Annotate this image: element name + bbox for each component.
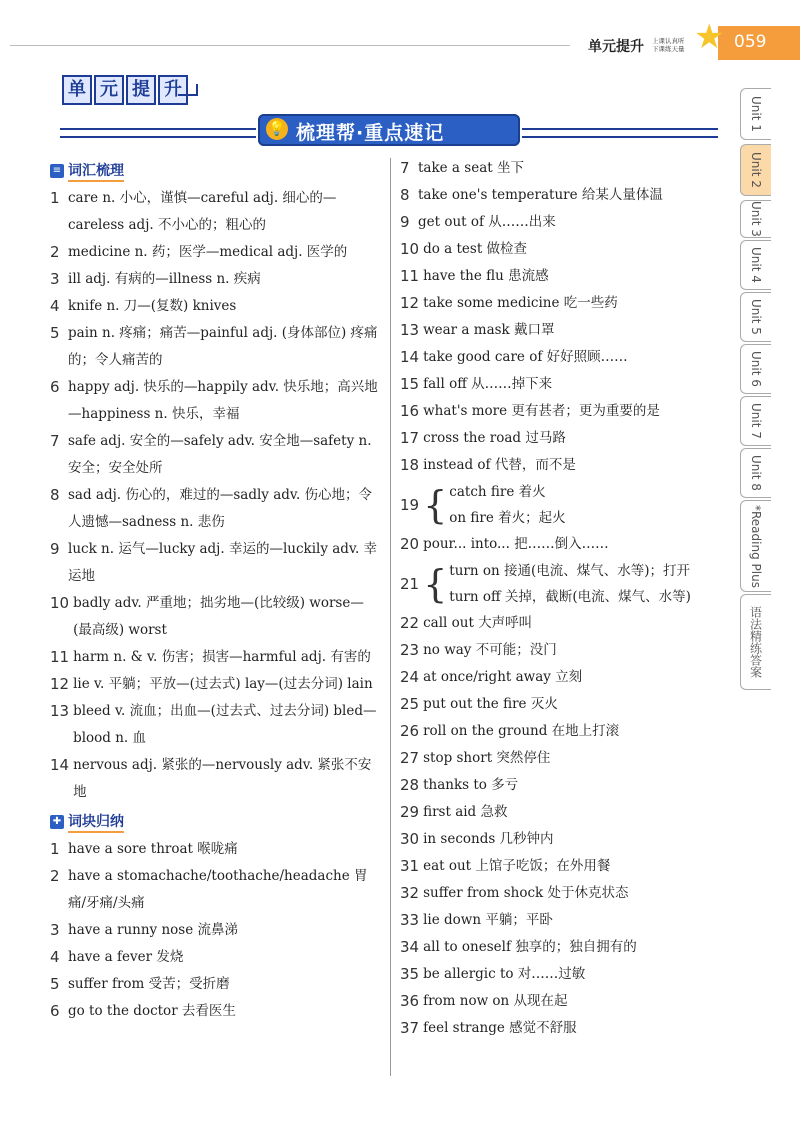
item-text: pain n. 疼痛；痛苦—painful adj. (身体部位) 疼痛的；令人痛苦的 <box>68 325 378 368</box>
item-text: what's more 更有甚者；更为重要的是 <box>423 403 660 419</box>
item-text: medicine n. 药；医学—medical adj. 医学的 <box>68 244 348 260</box>
item-number: 17 <box>400 429 420 447</box>
vocab-item <box>50 590 380 644</box>
item-number: 13 <box>400 321 420 339</box>
item-number: 27 <box>400 749 420 767</box>
header-subtitle-line2: 下课练天量 <box>652 45 685 53</box>
tab-unit-7[interactable] <box>740 396 771 446</box>
phrase-item <box>400 398 720 425</box>
tab-reading-plus[interactable] <box>740 500 771 592</box>
phrase-item-20 <box>400 531 720 558</box>
tab-label: Unit 1 <box>749 96 763 132</box>
item-number: 1 <box>50 189 60 207</box>
item-text: be allergic to 对……过敏 <box>423 966 586 982</box>
phrase-item <box>400 934 720 961</box>
vocab-item <box>50 644 380 671</box>
vocab-item <box>50 482 380 536</box>
phrase-item <box>400 880 720 907</box>
item-text: stop short 突然停住 <box>423 750 551 766</box>
item-text: cross the road 过马路 <box>423 430 566 446</box>
vocab-item <box>50 239 380 266</box>
item-number: 5 <box>50 975 60 993</box>
list-icon: ≡ <box>50 164 64 178</box>
phrase-list-right-a <box>400 155 720 479</box>
item-text: suffer from shock 处于休克状态 <box>423 885 629 901</box>
item-number: 9 <box>400 213 410 231</box>
item-number: 35 <box>400 965 420 983</box>
item-number: 2 <box>50 867 60 885</box>
item-text: have a stomachache/toothache/headache 胃痛/牙痛/头痛 <box>68 868 368 911</box>
item-number: 8 <box>50 486 60 504</box>
banner-text: 梳理帮·重点速记 <box>296 122 445 144</box>
vocab-list <box>50 185 380 806</box>
item-text: have a fever 发烧 <box>68 949 184 965</box>
phrase-item <box>400 961 720 988</box>
tab-unit-3[interactable] <box>740 200 771 238</box>
phrase-item <box>400 772 720 799</box>
vocab-item <box>50 536 380 590</box>
tab-unit-4[interactable] <box>740 240 771 290</box>
item-number: 22 <box>400 614 420 632</box>
item-number: 20 <box>400 535 420 553</box>
banner-rule-right <box>522 128 718 138</box>
item-number: 31 <box>400 857 420 875</box>
item-number: 6 <box>50 378 60 396</box>
phrase-line: turn on 接通(电流、煤气、水等)；打开 <box>449 563 690 579</box>
item-number: 10 <box>50 594 70 612</box>
item-text: call out 大声呼叫 <box>423 615 533 631</box>
item-number: 23 <box>400 641 420 659</box>
phrase-item <box>400 371 720 398</box>
item-text: thanks to 多亏 <box>423 777 519 793</box>
item-number: 12 <box>50 675 70 693</box>
item-text: take some medicine 吃一些药 <box>423 295 618 311</box>
item-text: bleed v. 流血；出血—(过去式、过去分词) bled—blood n. 血 <box>73 703 377 746</box>
phrases-heading <box>50 810 380 834</box>
tab-label: Unit 2 <box>749 152 763 188</box>
item-number: 26 <box>400 722 420 740</box>
phrase-item <box>400 610 720 637</box>
item-number: 11 <box>50 648 70 666</box>
phrase-item <box>400 1015 720 1042</box>
item-number: 33 <box>400 911 420 929</box>
item-number: 16 <box>400 402 420 420</box>
item-text: instead of 代替，而不是 <box>423 457 576 473</box>
item-text: in seconds 几秒钟内 <box>423 831 554 847</box>
item-text: suffer from 受苦；受折磨 <box>68 976 230 992</box>
tab-label: 语法精练答案 <box>748 606 763 678</box>
star-mascot-icon: ★ <box>694 17 725 57</box>
brace-icon: { <box>423 562 448 606</box>
item-text: eat out 上馆子吃饭；在外用餐 <box>423 858 611 874</box>
left-column <box>50 155 380 1025</box>
item-number: 11 <box>400 267 420 285</box>
phrase-item <box>400 691 720 718</box>
phrase-item <box>400 182 720 209</box>
item-text: lie v. 平躺；平放—(过去式) lay—(过去分词) lain <box>73 676 373 692</box>
phrase-item <box>50 944 380 971</box>
tab-unit-1[interactable] <box>740 88 771 140</box>
item-number: 18 <box>400 456 420 474</box>
brace-lines <box>449 479 565 531</box>
lightbulb-icon: 💡 <box>266 118 288 140</box>
phrase-item <box>400 452 720 479</box>
item-number: 7 <box>400 159 410 177</box>
item-number: 4 <box>50 948 60 966</box>
item-text: sad adj. 伤心的，难过的—sadly adv. 伤心地；令人遗憾—sadness n. 悲伤 <box>68 487 373 530</box>
item-number: 10 <box>400 240 420 258</box>
tab-label: Unit 4 <box>749 247 763 283</box>
item-text: from now on 从现在起 <box>423 993 568 1009</box>
header-title: 单元提升 <box>588 39 644 55</box>
item-text: do a test 做检查 <box>423 241 528 257</box>
phrase-item-19 <box>400 479 720 531</box>
banner-rule-left <box>60 128 256 138</box>
item-number: 19 <box>400 496 420 514</box>
item-number: 12 <box>400 294 420 312</box>
tab-label: Unit 3 <box>749 201 763 237</box>
item-text: lie down 平躺；平卧 <box>423 912 553 928</box>
phrases-heading-label: 词块归纳 <box>68 811 124 833</box>
item-number: 4 <box>50 297 60 315</box>
section-title-decoration <box>178 84 198 96</box>
phrase-item <box>400 155 720 182</box>
phrase-item <box>400 907 720 934</box>
item-number: 29 <box>400 803 420 821</box>
section-title-char: 元 <box>94 75 124 105</box>
phrase-line: turn off 关掉，截断(电流、煤气、水等) <box>449 589 691 605</box>
vocab-heading <box>50 159 380 183</box>
item-text: luck n. 运气—lucky adj. 幸运的—luckily adv. 幸运地 <box>68 541 378 584</box>
item-number: 13 <box>50 702 70 720</box>
item-number: 36 <box>400 992 420 1010</box>
item-text: no way 不可能；没门 <box>423 642 557 658</box>
right-column <box>400 155 720 1042</box>
item-number: 3 <box>50 270 60 288</box>
vocab-item <box>50 266 380 293</box>
column-divider <box>390 158 391 1076</box>
phrase-item <box>50 917 380 944</box>
tab-unit-2[interactable] <box>740 144 771 196</box>
header-subtitle <box>652 37 685 53</box>
phrase-item <box>400 209 720 236</box>
phrase-line: on fire 着火；起火 <box>449 510 566 526</box>
item-text: take one's temperature 给某人量体温 <box>418 187 663 203</box>
phrase-item <box>400 263 720 290</box>
phrase-item <box>50 998 380 1025</box>
tab-label: *Reading Plus <box>749 504 763 588</box>
vocab-heading-label: 词汇梳理 <box>68 160 124 182</box>
phrase-item <box>400 290 720 317</box>
tab-grammar-answers[interactable] <box>740 594 771 690</box>
item-text: ill adj. 有病的—illness n. 疾病 <box>68 271 261 287</box>
phrase-item <box>50 863 380 917</box>
vocab-item <box>50 752 380 806</box>
phrase-item <box>400 988 720 1015</box>
phrase-line: catch fire 着火 <box>449 484 546 500</box>
vocab-item <box>50 698 380 752</box>
item-text: feel strange 感觉不舒服 <box>423 1020 577 1036</box>
item-number: 2 <box>50 243 60 261</box>
phrase-item <box>400 236 720 263</box>
phrase-item <box>400 664 720 691</box>
section-title-char: 提 <box>126 75 156 105</box>
vocab-item <box>50 320 380 374</box>
item-text: have a runny nose 流鼻涕 <box>68 922 238 938</box>
phrase-item <box>400 317 720 344</box>
puzzle-icon: ✚ <box>50 815 64 829</box>
vocab-item <box>50 671 380 698</box>
item-text: roll on the ground 在地上打滚 <box>423 723 620 739</box>
section-title-char: 单 <box>62 75 92 105</box>
item-text: care n. 小心，谨慎—careful adj. 细心的—careless adj. 不小心的；粗心的 <box>68 190 337 233</box>
tab-unit-6[interactable] <box>740 344 771 394</box>
item-text: take a seat 坐下 <box>418 160 524 176</box>
item-number: 14 <box>400 348 420 366</box>
brace-lines <box>449 558 691 610</box>
item-number: 6 <box>50 1002 60 1020</box>
phrase-item <box>50 836 380 863</box>
vocab-item <box>50 293 380 320</box>
item-number: 1 <box>50 840 60 858</box>
item-text: knife n. 刀—(复数) knives <box>68 298 237 314</box>
item-number: 15 <box>400 375 420 393</box>
phrase-item <box>400 344 720 371</box>
item-text: first aid 急救 <box>423 804 508 820</box>
phrase-item <box>400 425 720 452</box>
item-number: 32 <box>400 884 420 902</box>
phrase-item-21 <box>400 558 720 610</box>
item-text: fall off 从……掉下来 <box>423 376 553 392</box>
item-number: 9 <box>50 540 60 558</box>
phrase-list-right-b <box>400 610 720 1042</box>
item-number: 14 <box>50 756 70 774</box>
item-text: badly adv. 严重地；拙劣地—(比较级) worse—(最高级) worst <box>73 595 364 638</box>
item-number: 25 <box>400 695 420 713</box>
item-number: 34 <box>400 938 420 956</box>
item-number: 24 <box>400 668 420 686</box>
item-number: 21 <box>400 575 420 593</box>
item-text: pour... into... 把……倒入…… <box>423 536 609 552</box>
item-text: take good care of 好好照顾…… <box>423 349 628 365</box>
phrase-list-left <box>50 836 380 1025</box>
item-number: 28 <box>400 776 420 794</box>
vocab-item <box>50 374 380 428</box>
item-text: harm n. & v. 伤害；损害—harmful adj. 有害的 <box>73 649 371 665</box>
item-text: go to the doctor 去看医生 <box>68 1003 236 1019</box>
tab-label: Unit 6 <box>749 351 763 387</box>
vocab-item <box>50 185 380 239</box>
section-title <box>62 75 188 105</box>
phrase-item <box>400 718 720 745</box>
item-number: 37 <box>400 1019 420 1037</box>
tab-label: Unit 5 <box>749 299 763 335</box>
phrase-item <box>50 971 380 998</box>
tab-label: Unit 7 <box>749 403 763 439</box>
phrase-item <box>400 799 720 826</box>
header-subtitle-line1: 上课认真听 <box>652 37 685 45</box>
item-number: 7 <box>50 432 60 450</box>
item-text: wear a mask 戴口罩 <box>423 322 555 338</box>
phrase-item <box>400 853 720 880</box>
item-number: 3 <box>50 921 60 939</box>
item-number: 8 <box>400 186 410 204</box>
section-title-char: 升 <box>158 75 188 105</box>
item-text: all to oneself 独享的；独自拥有的 <box>423 939 637 955</box>
item-text: safe adj. 安全的—safely adv. 安全地—safety n. 安全；安全处所 <box>68 433 372 476</box>
tab-unit-8[interactable] <box>740 448 771 498</box>
phrase-item <box>400 637 720 664</box>
vocab-item <box>50 428 380 482</box>
tab-label: Unit 8 <box>749 455 763 491</box>
item-text: happy adj. 快乐的—happily adv. 快乐地；高兴地—happiness n. 快乐，幸福 <box>68 379 378 422</box>
item-text: have the flu 患流感 <box>423 268 549 284</box>
item-text: get out of 从……出来 <box>418 214 556 230</box>
brace-icon: { <box>423 483 448 527</box>
item-text: have a sore throat 喉咙痛 <box>68 841 238 857</box>
phrase-item <box>400 826 720 853</box>
item-text: put out the fire 灭火 <box>423 696 558 712</box>
item-text: at once/right away 立刻 <box>423 669 583 685</box>
item-text: nervous adj. 紧张的—nervously adv. 紧张不安地 <box>73 757 372 800</box>
phrase-item <box>400 745 720 772</box>
item-number: 30 <box>400 830 420 848</box>
item-number: 5 <box>50 324 60 342</box>
tab-unit-5[interactable] <box>740 292 771 342</box>
page-number: 059 <box>734 32 767 52</box>
